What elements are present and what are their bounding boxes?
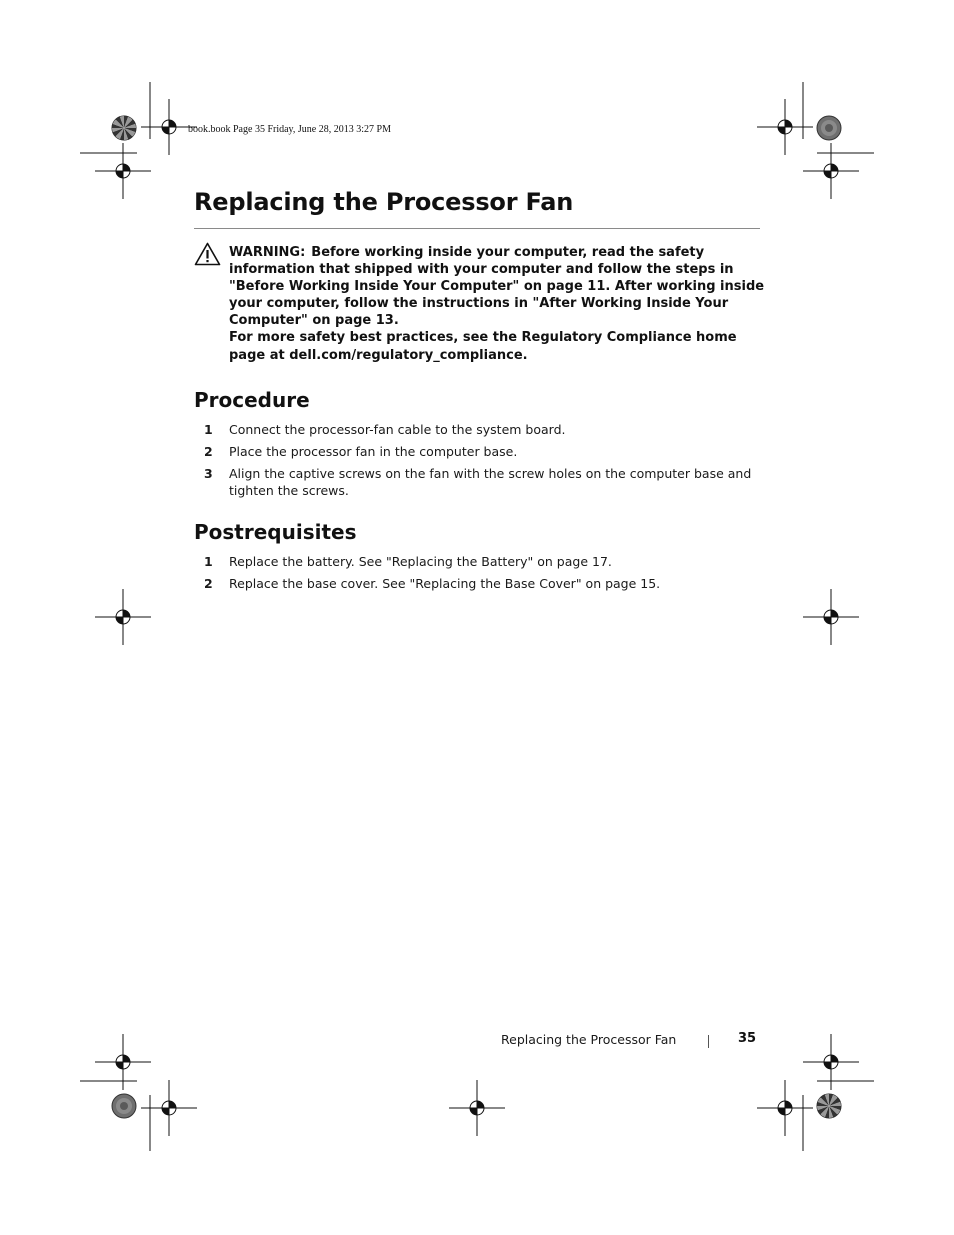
- registration-mark-icon: [449, 1080, 505, 1136]
- procedure-step: [194, 443, 764, 460]
- color-bar-target-icon: [112, 1094, 136, 1118]
- warning-text: Before working inside your computer, read the safety information that shipped with your computer and follow the steps in "Before Working Inside Your Computer" on page 11. After working inside your computer, follow the instructions in "After Working Inside Your Computer" on page 13.: [229, 245, 765, 329]
- step-number: 1: [204, 554, 213, 569]
- step-text: Place the processor fan in the computer base.: [229, 444, 518, 459]
- registration-mark-icon: [757, 1080, 813, 1136]
- registration-mark-icon: [95, 143, 151, 199]
- page-number: 35: [738, 1031, 757, 1046]
- title-divider: [194, 228, 760, 229]
- color-bar-target-icon: [817, 116, 841, 140]
- warning-notice: [229, 244, 765, 364]
- warning-paragraph-2: For more safety best practices, see the Regulatory Compliance home page at dell.com/regulatory_compliance.: [229, 330, 737, 363]
- registration-mark-icon: [95, 1034, 151, 1090]
- step-number: 3: [204, 466, 213, 481]
- postrequisite-step: [194, 553, 764, 570]
- print-slug: book.book Page 35 Friday, June 28, 2013 3:27 PM: [188, 124, 391, 135]
- registration-mark-icon: [95, 589, 151, 645]
- step-number: 2: [204, 576, 213, 591]
- registration-mark-icon: [803, 589, 859, 645]
- warning-paragraph: [229, 244, 765, 329]
- footer-separator: [708, 1035, 709, 1048]
- page-title: Replacing the Processor Fan: [194, 188, 574, 216]
- step-text: Replace the base cover. See "Replacing the Base Cover" on page 15.: [229, 576, 661, 591]
- procedure-step: [194, 421, 764, 438]
- step-text: Connect the processor-fan cable to the system board.: [229, 422, 566, 437]
- step-text: Align the captive screws on the fan with the screw holes on the computer base and tighten the screws.: [229, 466, 752, 498]
- postrequisite-step: [194, 575, 764, 592]
- step-text: Replace the battery. See "Replacing the Battery" on page 17.: [229, 554, 612, 569]
- warning-label: WARNING:: [229, 245, 306, 260]
- postrequisites-heading: Postrequisites: [194, 520, 357, 544]
- procedure-heading: Procedure: [194, 388, 310, 412]
- footer-chapter-title: Replacing the Processor Fan: [501, 1032, 677, 1047]
- procedure-steps: [194, 421, 764, 499]
- registration-mark-icon: [757, 99, 813, 155]
- step-number: 2: [204, 444, 213, 459]
- registration-mark-icon: [141, 1080, 197, 1136]
- registration-mark-icon: [803, 1034, 859, 1090]
- warning-triangle-icon: [194, 242, 221, 266]
- color-bar-target-icon: [817, 1094, 841, 1118]
- procedure-step: [194, 465, 764, 499]
- step-number: 1: [204, 422, 213, 437]
- registration-mark-icon: [803, 143, 859, 199]
- postrequisites-steps: [194, 553, 764, 592]
- color-bar-target-icon: [112, 116, 136, 140]
